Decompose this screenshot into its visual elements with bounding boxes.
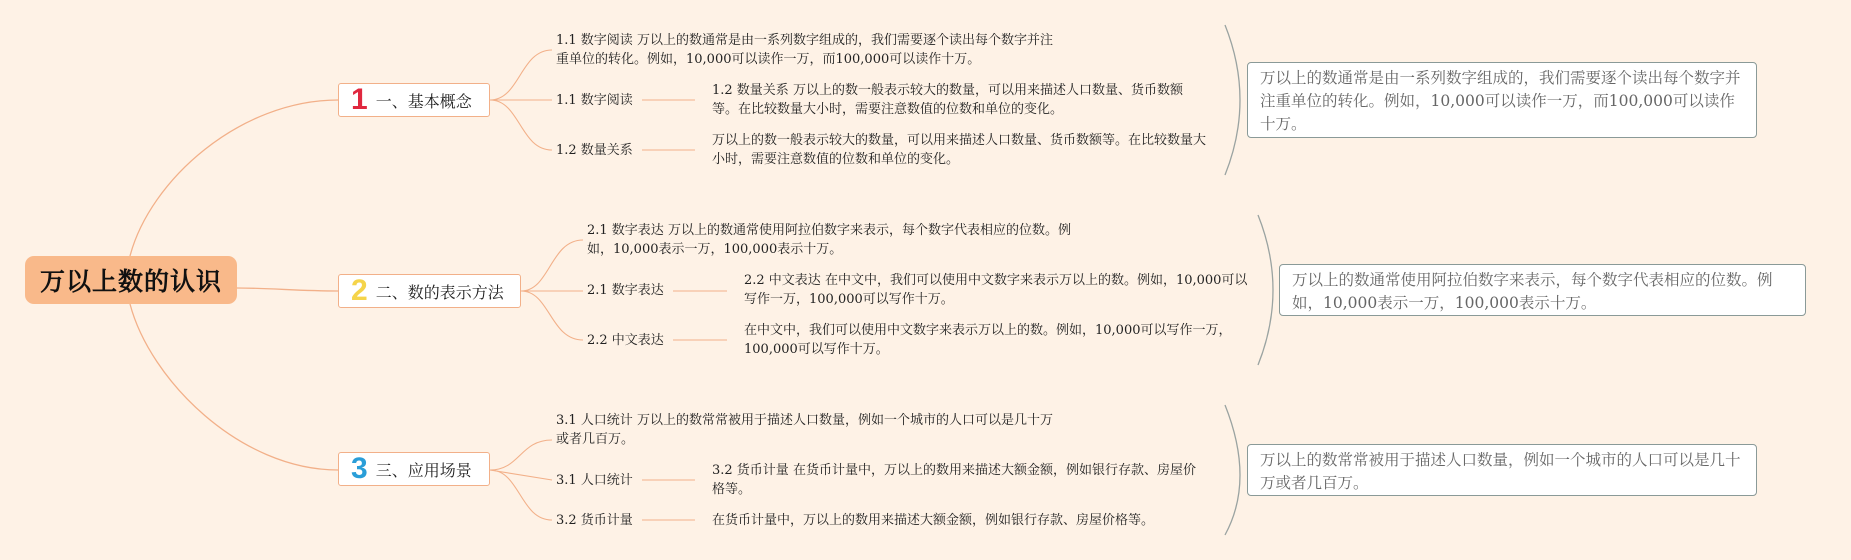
root-topic[interactable]: 万以上数的认识 [25,256,237,304]
topic-quantity-relation-text[interactable]: 万以上的数一般表示较大的数量，可以用来描述人口数量、货币数额等。在比较数量大小时，需要注意数值的位数和单位的变化。 [712,133,1207,167]
topic-chinese-expression-text[interactable]: 在中文中，我们可以使用中文数字来表示万以上的数。例如，10,000可以写作一万，100,000可以写作十万。 [744,323,1232,357]
branch-basic-concepts[interactable] [338,83,490,117]
topic-digit-reading-intro[interactable]: 1.1 数字阅读 万以上的数通常是由一系列数字组成的，我们需要逐个读出每个数字并注重单位的转化。例如，10,000可以读作一万，而100,000可以读作十万。 [556,33,1053,67]
topic-population[interactable]: 3.1 人口统计 [556,473,633,488]
topic-chinese-expression[interactable]: 2.2 中文表达 [587,333,664,348]
summary-note-1[interactable]: 万以上的数通常是由一系列数字组成的，我们需要逐个读出每个数字并注重单位的转化。例如，10,000可以读作一万，而100,000可以读作十万。 [1247,62,1757,138]
branch-applications[interactable] [338,452,490,486]
topic-chinese-expression-detail[interactable]: 2.2 中文表达 在中文中，我们可以使用中文数字来表示万以上的数。例如，10,000可以写作一万，100,000可以写作十万。 [744,273,1248,307]
topic-digit-expression[interactable]: 2.1 数字表达 [587,283,664,298]
branch-label: 二、数的表示方法 [375,282,504,302]
branch-representation[interactable] [338,274,521,308]
branch-label: 三、应用场景 [375,460,472,480]
number-three-icon: 3 [351,452,368,485]
topic-population-intro[interactable]: 3.1 人口统计 万以上的数常常被用于描述人口数量，例如一个城市的人口可以是几十万或者几百万。 [556,413,1053,447]
topic-quantity-relation[interactable]: 1.2 数量关系 [556,143,633,158]
branch-label: 一、基本概念 [375,91,472,111]
summary-note-3[interactable]: 万以上的数常常被用于描述人口数量，例如一个城市的人口可以是几十万或者几百万。 [1247,444,1757,496]
topic-quantity-relation-detail[interactable]: 1.2 数量关系 万以上的数一般表示较大的数量，可以用来描述人口数量、货币数额等。在比较数量大小时，需要注意数值的位数和单位的变化。 [712,83,1183,117]
summary-note-2[interactable]: 万以上的数通常使用阿拉伯数字来表示，每个数字代表相应的位数。例如，10,000表示一万，100,000表示十万。 [1279,264,1806,316]
topic-currency-text[interactable]: 在货币计量中，万以上的数用来描述大额金额，例如银行存款、房屋价格等。 [712,513,1155,528]
number-one-icon: 1 [351,83,368,116]
number-two-icon: 2 [351,274,368,307]
topic-currency-detail[interactable]: 3.2 货币计量 在货币计量中，万以上的数用来描述大额金额，例如银行存款、房屋价格等。 [712,463,1196,497]
topic-currency[interactable]: 3.2 货币计量 [556,513,633,528]
topic-digit-expression-intro[interactable]: 2.1 数字表达 万以上的数通常使用阿拉伯数字来表示，每个数字代表相应的位数。例如，10,000表示一万，100,000表示十万。 [587,223,1071,257]
topic-digit-reading[interactable]: 1.1 数字阅读 [556,93,633,108]
